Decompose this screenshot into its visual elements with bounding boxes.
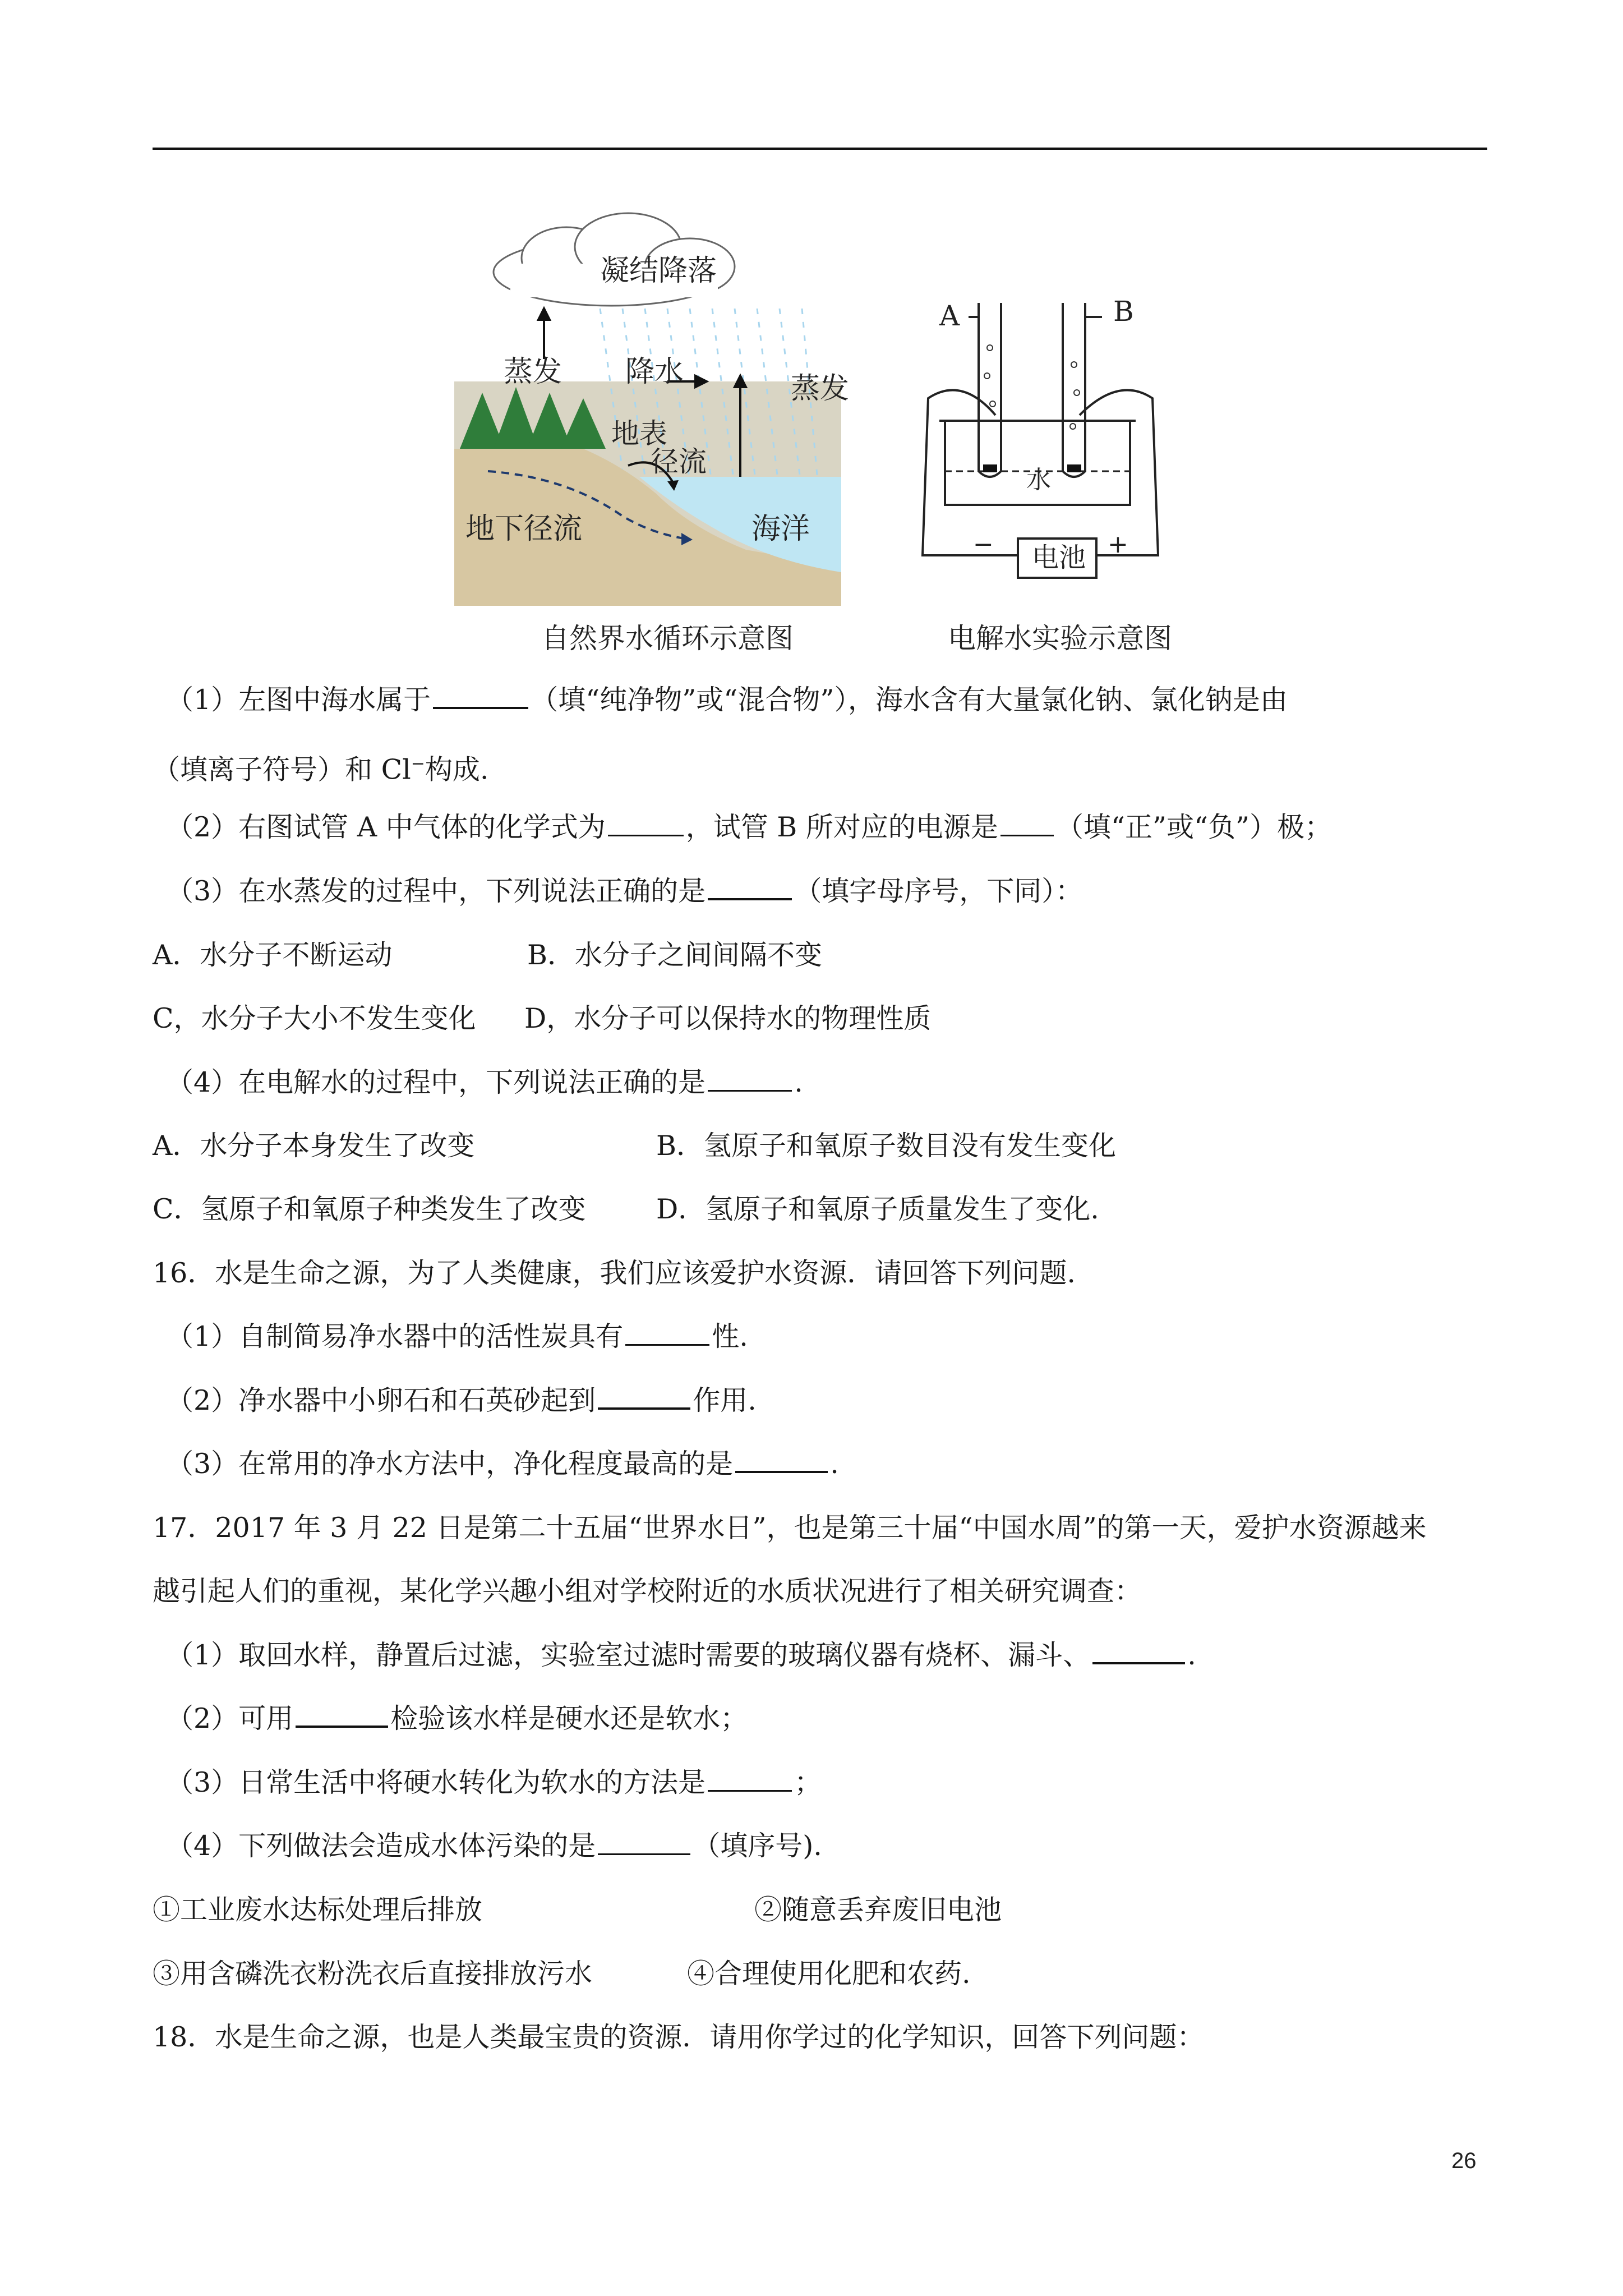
answer-blank[interactable] (1092, 1639, 1185, 1664)
tube-a-label: A (939, 300, 960, 332)
answer-blank[interactable] (708, 875, 792, 900)
electrolysis-figure (906, 286, 1209, 578)
precipitation-label: 降水 (625, 355, 684, 389)
answer-blank[interactable] (625, 1320, 709, 1346)
tube-b (1063, 303, 1085, 477)
answer-blank[interactable] (1000, 811, 1054, 836)
answer-blank[interactable] (735, 1447, 828, 1473)
q18-stem: 18．水是生命之源，也是人类最宝贵的资源．请用你学过的化学知识，回答下列问题： (153, 2021, 1205, 2053)
q15-part1-line1: （1）左图中海水属于 （填“纯净物”或“混合物”），海水含有大量氯化钠、氯化钠是由 (166, 684, 1288, 716)
page-number: 26 (1451, 2148, 1477, 2173)
ocean-label: 海洋 (751, 512, 810, 546)
q15-part3-options-ab: A．水分子不断运动 (153, 939, 393, 971)
q16-part2: （2）净水器中小卵石和石英砂起到 作用. (166, 1384, 757, 1416)
q17-part3: （3）日常生活中将硬水转化为软水的方法是 ； (166, 1766, 822, 1798)
q15-part3-option-c: C，水分子大小不发生变化 (153, 1002, 476, 1034)
q16-stem: 16．水是生命之源，为了人类健康，我们应该爱护水资源．请回答下列问题. (153, 1257, 1076, 1289)
answer-blank[interactable] (708, 1766, 792, 1792)
gas-bubbles (984, 345, 1080, 429)
underground-runoff-label: 地下径流 (465, 512, 583, 546)
q17-option-4: ④合理使用化肥和农药. (687, 1958, 971, 1990)
q17-option-3: ③用含磷洗衣粉洗衣后直接排放污水 (153, 1958, 593, 1990)
plus-sign: + (1108, 530, 1128, 559)
surface-runoff-label-1: 地表 (611, 417, 667, 450)
q15-part3: （3）在水蒸发的过程中，下列说法正确的是 （填字母序号，下同）： (166, 875, 1083, 907)
surface-runoff-label-2: 径流 (651, 445, 707, 478)
q16-part1: （1）自制简易净水器中的活性炭具有 性. (166, 1320, 748, 1352)
q15-part3-option-b: B．水分子之间间隔不变 (527, 939, 823, 971)
evaporation-left-label: 蒸发 (504, 355, 562, 389)
evaporation-right-label: 蒸发 (791, 372, 850, 406)
wire-left (923, 390, 1018, 555)
answer-blank[interactable] (708, 1066, 792, 1092)
q15-part1-line2: （填离子符号）和 Cl−构成. (153, 753, 489, 786)
electrolysis-caption: 电解水实验示意图 (948, 622, 1172, 655)
q15-part4: （4）在电解水的过程中，下列说法正确的是 . (166, 1066, 803, 1098)
q16-part3: （3）在常用的净水方法中，净化程度最高的是 . (166, 1448, 839, 1480)
q17-part2: （2）可用 检验该水样是硬水还是软水； (166, 1703, 748, 1734)
q17-part4: （4）下列做法会造成水体污染的是 （填序号). (166, 1830, 822, 1862)
cloud-label: 凝结降落 (600, 254, 717, 288)
tube-b-label: B (1113, 295, 1134, 328)
q17-stem-line1: 17．2017 年 3 月 22 日是第二十五届“世界水日”，也是第三十届“中国水周”的第一天，爱护水资源越来 (153, 1512, 1427, 1544)
q15-part2: （2）右图试管 A 中气体的化学式为 ，试管 B 所对应的电源是 （填“正”或“负”）极； (166, 811, 1332, 843)
q15-part4-option-b: B．氢原子和氧原子数目没有发生变化 (656, 1130, 1117, 1162)
q15-part4-option-c: C．氢原子和氧原子种类发生了改变 (153, 1193, 586, 1225)
water-cycle-caption: 自然界水循环示意图 (541, 622, 794, 655)
answer-blank[interactable] (598, 1830, 690, 1855)
minus-sign: − (973, 530, 994, 559)
answer-blank[interactable] (598, 1384, 690, 1410)
q15-part4-option-a: A．水分子本身发生了改变 (153, 1130, 475, 1162)
water-cycle-figure (454, 213, 850, 606)
answer-blank[interactable] (608, 811, 684, 836)
electrode-b (1067, 464, 1081, 472)
answer-blank[interactable] (296, 1702, 388, 1728)
tube-a (979, 303, 1001, 477)
q15-part4-option-d: D．氢原子和氧原子质量发生了变化. (656, 1193, 1099, 1225)
q15-part3-option-d: D，水分子可以保持水的物理性质 (524, 1002, 932, 1034)
q17-stem-line2: 越引起人们的重视，某化学兴趣小组对学校附近的水质状况进行了相关研究调查： (153, 1575, 1142, 1607)
battery-label: 电池 (1032, 542, 1086, 573)
water-label: 水 (1026, 466, 1051, 494)
electrode-a (983, 464, 997, 472)
q17-option-1: ①工业废水达标处理后排放 (153, 1894, 483, 1926)
header-rule (153, 148, 1487, 150)
answer-blank[interactable] (433, 683, 528, 709)
q17-option-2: ②随意丢弃废旧电池 (754, 1894, 1002, 1926)
q17-part1: （1）取回水样，静置后过滤，实验室过滤时需要的玻璃仪器有烧杯、漏斗、 . (166, 1639, 1196, 1671)
